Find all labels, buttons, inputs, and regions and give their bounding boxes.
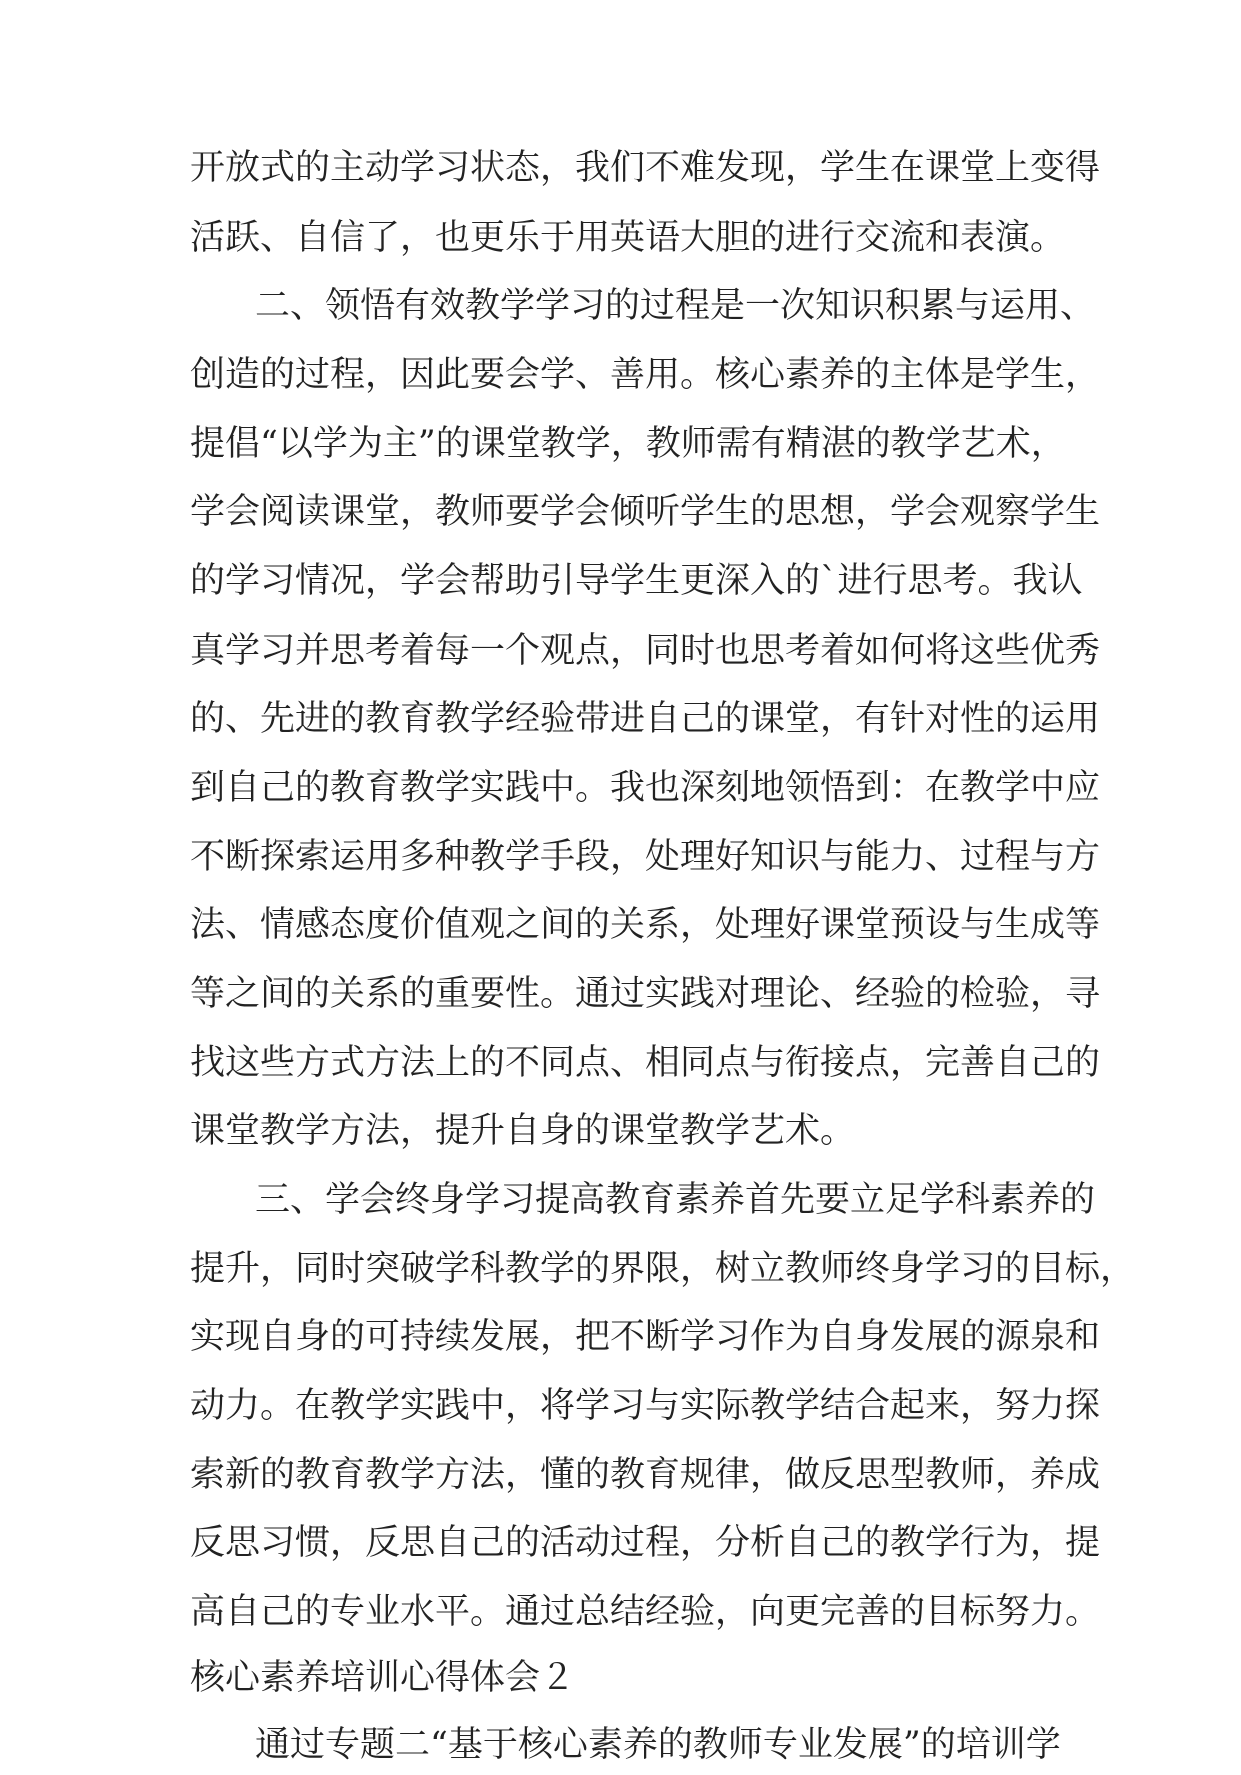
text-line: 反思习惯，反思自己的活动过程，分析自己的教学行为，提 (190, 1523, 1101, 1563)
text-line: 课堂教学方法，提升自身的课堂教学艺术。 (190, 1111, 856, 1151)
text-line: 学会阅读课堂，教师要学会倾听学生的思想，学会观察学生 (190, 492, 1101, 532)
text-line: 法、情感态度价值观之间的关系，处理好课堂预设与生成等 (190, 905, 1101, 945)
text-line: 提升，同时突破学科教学的界限，树立教师终身学习的目标， (190, 1249, 1136, 1289)
text-line: 的学习情况，学会帮助引导学生更深入的`进行思考。我认 (190, 561, 1083, 601)
text-line: 真学习并思考着每一个观点，同时也思考着如何将这些优秀 (190, 631, 1101, 671)
text-line: 通过专题二“基于核心素养的教师专业发展”的培训学 (255, 1725, 1061, 1765)
text-line: 到自己的教育教学实践中。我也深刻地领悟到：在教学中应 (190, 768, 1101, 808)
text-line: 不断探索运用多种教学手段，处理好知识与能力、过程与方 (190, 837, 1101, 877)
text-line: 动力。在教学实践中，将学习与实际教学结合起来，努力探 (190, 1386, 1101, 1426)
text-line: 三、学会终身学习提高教育素养首先要立足学科素养的 (255, 1180, 1096, 1220)
text-line: 创造的过程，因此要会学、善用。核心素养的主体是学生， (190, 355, 1101, 395)
text-line: 高自己的专业水平。通过总结经验，向更完善的目标努力。 (190, 1592, 1101, 1632)
text-line: 提倡“以学为主”的课堂教学，教师需有精湛的教学艺术， (190, 424, 1066, 464)
text-line: 开放式的主动学习状态，我们不难发现，学生在课堂上变得 (190, 148, 1101, 188)
section-heading: 核心素养培训心得体会２ (190, 1658, 576, 1698)
text-line: 活跃、自信了，也更乐于用英语大胆的进行交流和表演。 (190, 218, 1066, 258)
text-line: 实现自身的可持续发展，把不断学习作为自身发展的源泉和 (190, 1317, 1101, 1357)
text-line: 的、先进的教育教学经验带进自己的课堂，有针对性的运用 (190, 699, 1101, 739)
text-line: 等之间的关系的重要性。通过实践对理论、经验的检验，寻 (190, 974, 1101, 1014)
text-line: 索新的教育教学方法，懂的教育规律，做反思型教师，养成 (190, 1455, 1101, 1495)
text-line: 找这些方式方法上的不同点、相同点与衔接点，完善自己的 (190, 1043, 1101, 1083)
text-line: 二、领悟有效教学学习的过程是一次知识积累与运用、 (255, 286, 1096, 326)
